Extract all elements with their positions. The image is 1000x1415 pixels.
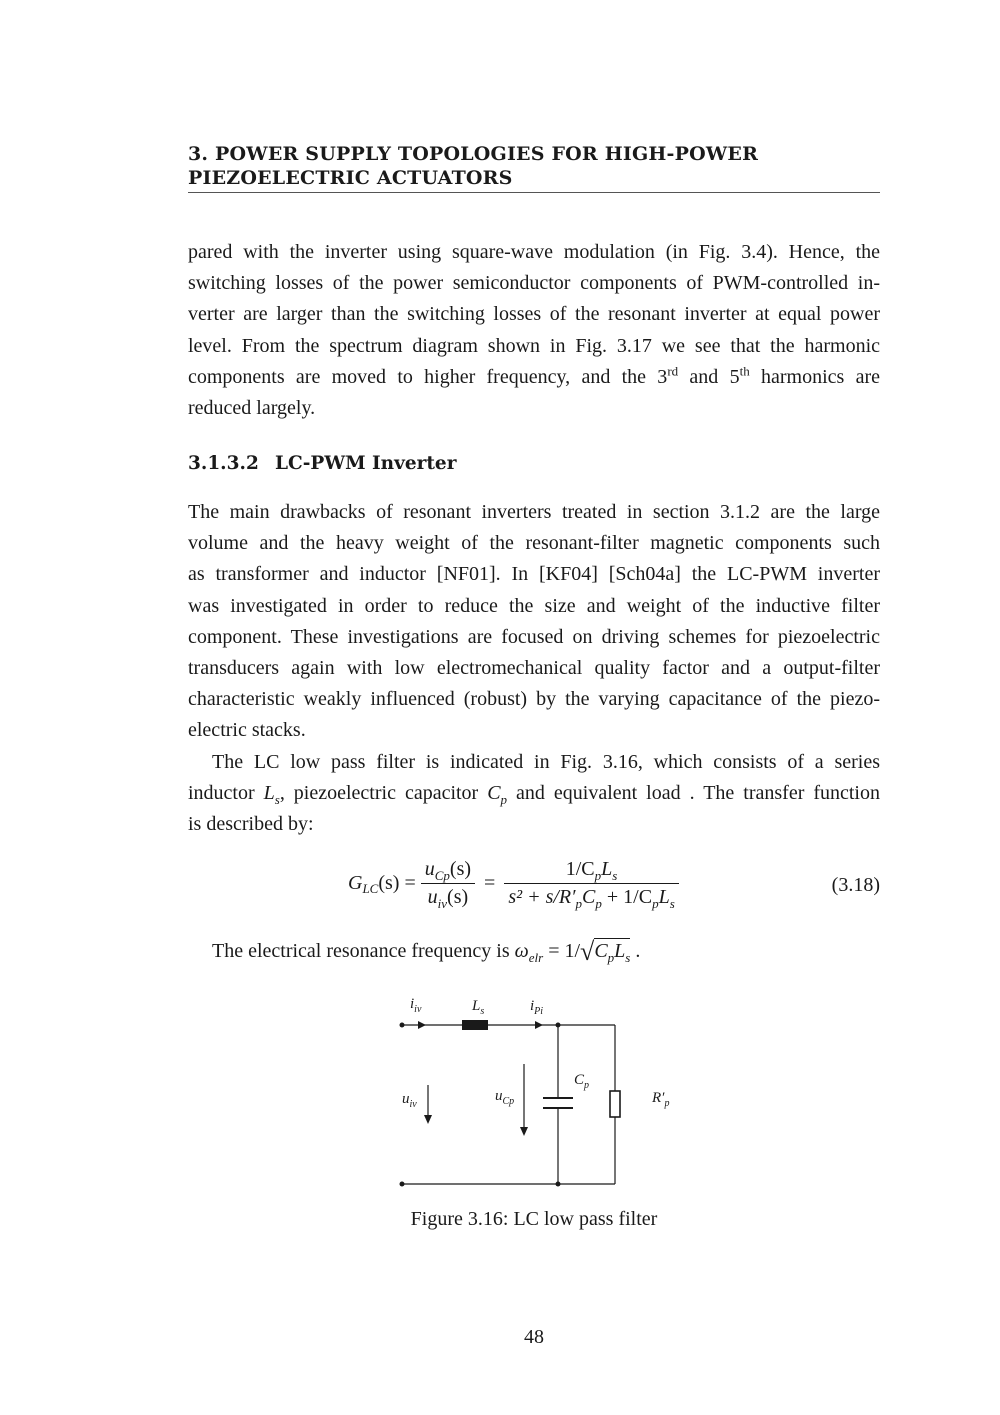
text-line: electric stacks. — [188, 719, 306, 742]
voltage-arrow-u-cp — [520, 1127, 528, 1136]
text-line: transducers again with low electromechanical quality factor and a output-filter — [188, 656, 880, 679]
current-arrow-i-iv — [418, 1021, 426, 1029]
section-number: 3.1.3.2 — [188, 453, 259, 474]
terminal-node — [400, 1023, 405, 1028]
fraction-1: $\frac{u_{Cp}(s)}{u_{iv}(s)}$ — [421, 858, 475, 909]
label-l-s: $L_s$ — [472, 998, 485, 1017]
running-head-line-2: PIEZOELECTRIC ACTUATORS — [188, 167, 513, 189]
text-line: component. These investigations are focused on driving schemes for piezoelectric — [188, 625, 880, 648]
section-title: LC-PWM Inverter — [275, 453, 457, 474]
text-line: is described by: — [188, 813, 314, 836]
text-line: was investigated in order to reduce the size and weight of the inductive filter — [188, 594, 880, 617]
running-head-line-1: 3. POWER SUPPLY TOPOLOGIES FOR HIGH-POWER — [188, 143, 759, 165]
resonance-frequency-line: The electrical resonance frequency is $\omega_{elr} = 1/√C_pL_s$ . — [212, 937, 641, 966]
running-head — [188, 142, 880, 190]
text-line: verter are larger than the switching losses of the resonant inverter at equal power — [188, 303, 880, 326]
label-r-p: $R'_p$ — [652, 1090, 670, 1109]
paragraph-1 — [188, 237, 880, 424]
label-i-pi: $i_{Pi}$ — [530, 998, 544, 1017]
voltage-arrow-u-iv — [424, 1115, 432, 1124]
paragraph-3 — [188, 747, 880, 841]
text-line: level. From the spectrum diagram shown in Fig. 3.17 we see that the harmonic — [188, 334, 880, 357]
text-line: inductor $L_s$, piezoelectric capacitor $C_p$ and equivalent load . The transfer function — [188, 782, 880, 808]
text-line: switching losses of the power semiconductor components of PWM-controlled in- — [188, 272, 880, 295]
resistor-symbol — [610, 1091, 620, 1117]
text-line: characteristic weakly influenced (robust) by the varying capacitance of the piezo- — [188, 688, 880, 711]
label-c-p: $C_p$ — [574, 1072, 590, 1091]
section-heading — [188, 453, 456, 474]
paragraph-2 — [188, 497, 880, 747]
text-line: components are moved to higher frequency, and the 3rd and 5th harmonics are — [188, 363, 880, 388]
text-line: as transformer and inductor [NF01]. In [KF04] [Sch04a] the LC-PWM inverter — [188, 563, 880, 586]
junction-node — [556, 1023, 561, 1028]
fraction-2: $\frac{1/C_pL_s}{s^2 + s/R'_pC_p + 1/C_pL_s}$ — [504, 858, 678, 909]
label-i-iv: $i_{iv}$ — [410, 996, 422, 1015]
equation-body: $G_{LC}(s)$ = $\frac{u_{Cp}(s)}{u_{iv}(s)}$ = $\frac{1/C_pL_s}{s^2 + s/R'_pC_p + 1/C_pL_s}$ — [348, 858, 679, 909]
equation-number: (3.18) — [831, 874, 880, 896]
sqrt-sign: √ — [580, 937, 595, 966]
junction-node — [556, 1182, 561, 1187]
lc-filter-circuit — [390, 990, 690, 1200]
terminal-node — [400, 1182, 405, 1187]
text-line: The LC low pass filter is indicated in Fig. 3.16, which consists of a series — [212, 751, 880, 773]
current-arrow-i-pi — [535, 1021, 543, 1029]
header-rule — [188, 192, 880, 193]
inductor-symbol — [462, 1020, 488, 1030]
equation-3-18 — [188, 858, 880, 918]
text-line: The main drawbacks of resonant inverters treated in section 3.1.2 are the large — [188, 501, 880, 523]
figure-caption: Figure 3.16: LC low pass filter — [410, 1208, 658, 1230]
page-number: 48 — [524, 1326, 544, 1348]
label-u-cp: $u_{Cp}$ — [495, 1088, 515, 1107]
label-u-iv: $u_{iv}$ — [402, 1091, 417, 1110]
text-line: pared with the inverter using square-wave modulation (in Fig. 3.4). Hence, the — [188, 241, 880, 263]
text-line: volume and the heavy weight of the resonant-filter magnetic components such — [188, 532, 880, 555]
text-line: reduced largely. — [188, 396, 316, 419]
